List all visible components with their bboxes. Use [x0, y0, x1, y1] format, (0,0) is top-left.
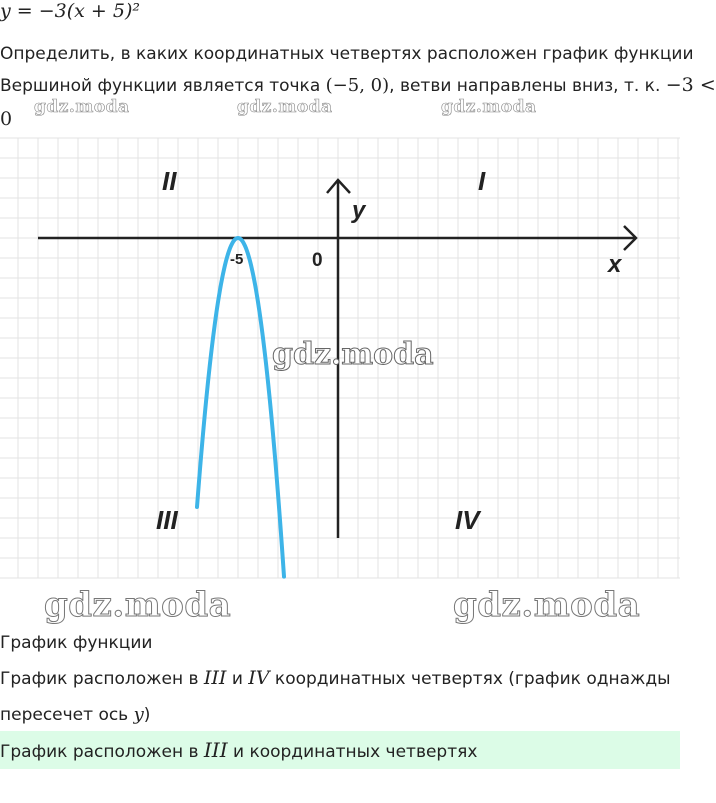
watermark-small-2: gdz.moda	[237, 97, 333, 117]
answer-line2-suffix: )	[143, 705, 151, 725]
highlighted-answer-text	[0, 739, 477, 763]
answer-text	[0, 667, 671, 690]
quadrant-label-iv: IV	[455, 505, 480, 535]
vertex-text-line2	[0, 108, 12, 131]
y-axis-label: y	[352, 197, 366, 224]
quadrant-label-iii: III	[156, 505, 178, 535]
graph-caption: График функции	[0, 633, 153, 653]
answer-quadrant-iii: III	[203, 667, 227, 689]
origin-label: 0	[312, 250, 323, 271]
watermark-small-1: gdz.moda	[34, 97, 130, 117]
x-axis-label: x	[608, 251, 622, 278]
vertex-middle: , ветви направлены вниз, т. к.	[389, 76, 666, 96]
quadrant-label-ii: II	[162, 166, 177, 196]
parabola-curve	[197, 238, 284, 577]
highlight-prefix: График расположен в	[0, 742, 204, 762]
quadrant-label-i: I	[478, 166, 486, 196]
highlight-quadrant-iii: III	[203, 738, 228, 762]
vertex-label: -5	[230, 251, 244, 268]
watermark-large-right: gdz.moda	[453, 585, 641, 625]
watermark-large-left: gdz.moda	[44, 585, 232, 625]
answer-and: и	[226, 669, 249, 689]
formula-text: y = −3(x + 5)²	[0, 0, 140, 22]
answer-axis: y	[133, 704, 144, 725]
watermark-center: gdz.moda	[272, 337, 434, 372]
task-text: Определить, в каких координатных четвертях расположен график функции	[0, 44, 694, 64]
inequality-rhs: 0	[0, 108, 13, 130]
inequality-lhs: −3 <	[665, 74, 716, 96]
answer-text-line2	[0, 704, 150, 726]
answer-suffix: координатных четвертях (график однажды	[269, 669, 671, 689]
answer-quadrant-iv: IV	[248, 667, 270, 689]
vertex-point: (−5, 0)	[325, 75, 390, 96]
formula	[0, 0, 140, 23]
vertex-text	[0, 74, 716, 97]
watermark-small-3: gdz.moda	[441, 97, 537, 117]
vertex-prefix: Вершиной функции является точка	[0, 76, 326, 96]
answer-prefix: График расположен в	[0, 669, 204, 689]
highlight-suffix: и координатных четвертях	[227, 742, 478, 762]
function-graph	[0, 138, 680, 578]
answer-line2-prefix: пересечет ось	[0, 705, 134, 725]
